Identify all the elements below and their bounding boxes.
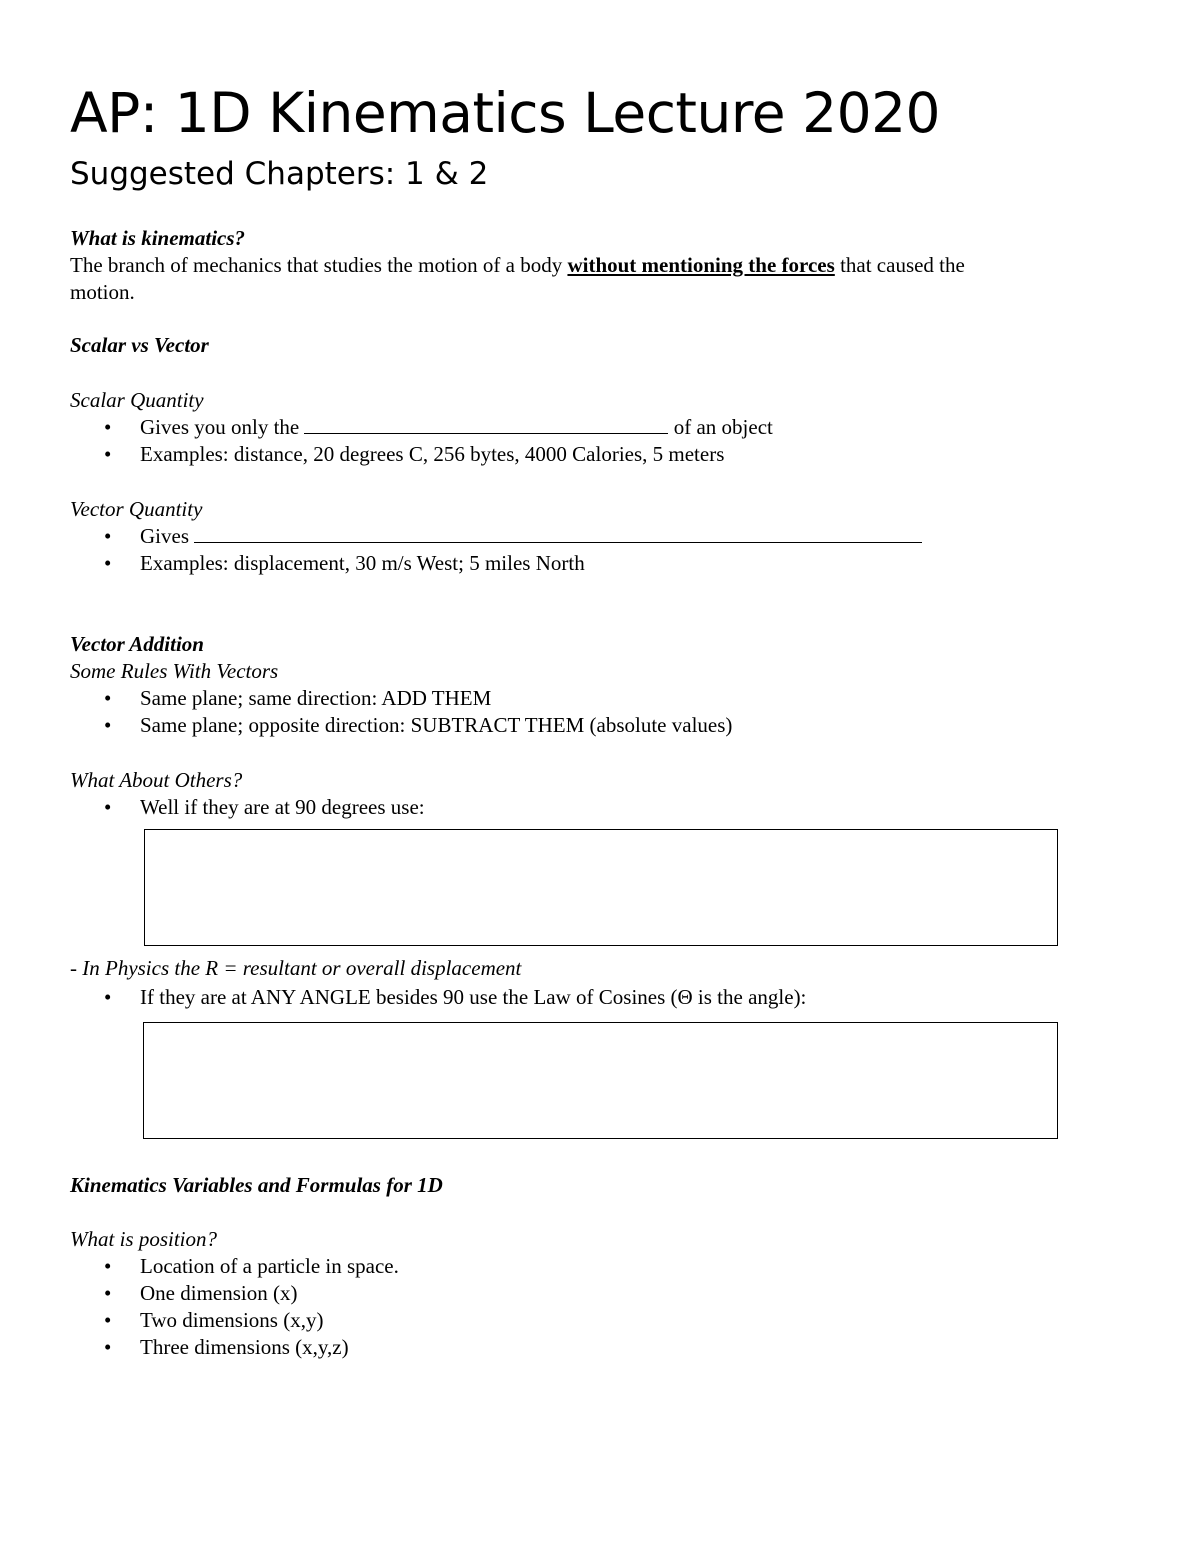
page-subtitle: Suggested Chapters: 1 & 2 [70, 156, 489, 192]
vector-addition-heading: Vector Addition [70, 632, 204, 656]
kinematics-answer-prefix: The branch of mechanics that studies the motion of a body [70, 253, 563, 277]
bullet-icon: • [104, 524, 112, 548]
kinematics-variables-heading: Kinematics Variables and Formulas for 1D [70, 1173, 443, 1197]
position-item: One dimension (x) [140, 1281, 298, 1305]
bullet-icon: • [104, 686, 112, 710]
list-item [104, 712, 732, 739]
list-item [104, 414, 773, 441]
what-about-others-label: What About Others? [70, 768, 243, 792]
vector-rule: Same plane; same direction: ADD THEM [140, 686, 492, 710]
vector-bullet2: Examples: displacement, 30 m/s West; 5 miles North [140, 551, 585, 575]
scalar-blank-line[interactable] [304, 415, 668, 434]
bullet-icon: • [104, 1335, 112, 1359]
list-item [104, 685, 491, 712]
kinematics-answer-emphasis: without mentioning the forces [567, 253, 835, 277]
bullet-icon: • [104, 415, 112, 439]
list-item [104, 1280, 297, 1307]
vector-bullet1-prefix: Gives [140, 524, 189, 548]
bullet-icon: • [104, 1281, 112, 1305]
kinematics-answer [70, 252, 965, 279]
scalar-bullet1-prefix: Gives you only the [140, 415, 300, 439]
position-question: What is position? [70, 1227, 218, 1251]
position-item: Three dimensions (x,y,z) [140, 1335, 349, 1359]
list-item [104, 1307, 323, 1334]
bullet-icon: • [104, 1308, 112, 1332]
law-of-cosines-answer-box[interactable] [143, 1022, 1058, 1139]
cosines-bullet: If they are at ANY ANGLE besides 90 use the Law of Cosines (Θ is the angle): [140, 985, 807, 1009]
kinematics-answer-line2: motion. [70, 280, 135, 304]
scalar-vs-vector-heading: Scalar vs Vector [70, 333, 209, 357]
vector-quantity-label: Vector Quantity [70, 497, 203, 521]
vector-rule: Same plane; opposite direction: SUBTRACT THEM (absolute values) [140, 713, 733, 737]
list-item [104, 1334, 349, 1361]
list-item [104, 523, 922, 550]
kinematics-question: What is kinematics? [70, 226, 246, 250]
page-title: AP: 1D Kinematics Lecture 2020 [70, 81, 941, 145]
list-item [104, 1253, 399, 1280]
scalar-bullet2: Examples: distance, 20 degrees C, 256 bytes, 4000 Calories, 5 meters [140, 442, 725, 466]
resultant-note: - In Physics the R = resultant or overall displacement [70, 956, 522, 980]
pythagorean-answer-box[interactable] [144, 829, 1058, 946]
list-item [104, 550, 585, 577]
list-item [104, 984, 806, 1011]
kinematics-answer-suffix: that caused the [840, 253, 965, 277]
list-item [104, 441, 724, 468]
bullet-icon: • [104, 1254, 112, 1278]
bullet-icon: • [104, 795, 112, 819]
vector-rules-label: Some Rules With Vectors [70, 659, 279, 683]
bullet-icon: • [104, 985, 112, 1009]
scalar-bullet1-suffix: of an object [673, 415, 773, 439]
list-item [104, 794, 425, 821]
vector-blank-line[interactable] [194, 524, 922, 543]
bullet-icon: • [104, 713, 112, 737]
scalar-quantity-label: Scalar Quantity [70, 388, 204, 412]
position-item: Two dimensions (x,y) [140, 1308, 324, 1332]
position-item: Location of a particle in space. [140, 1254, 399, 1278]
bullet-icon: • [104, 442, 112, 466]
others-bullet: Well if they are at 90 degrees use: [140, 795, 425, 819]
bullet-icon: • [104, 551, 112, 575]
